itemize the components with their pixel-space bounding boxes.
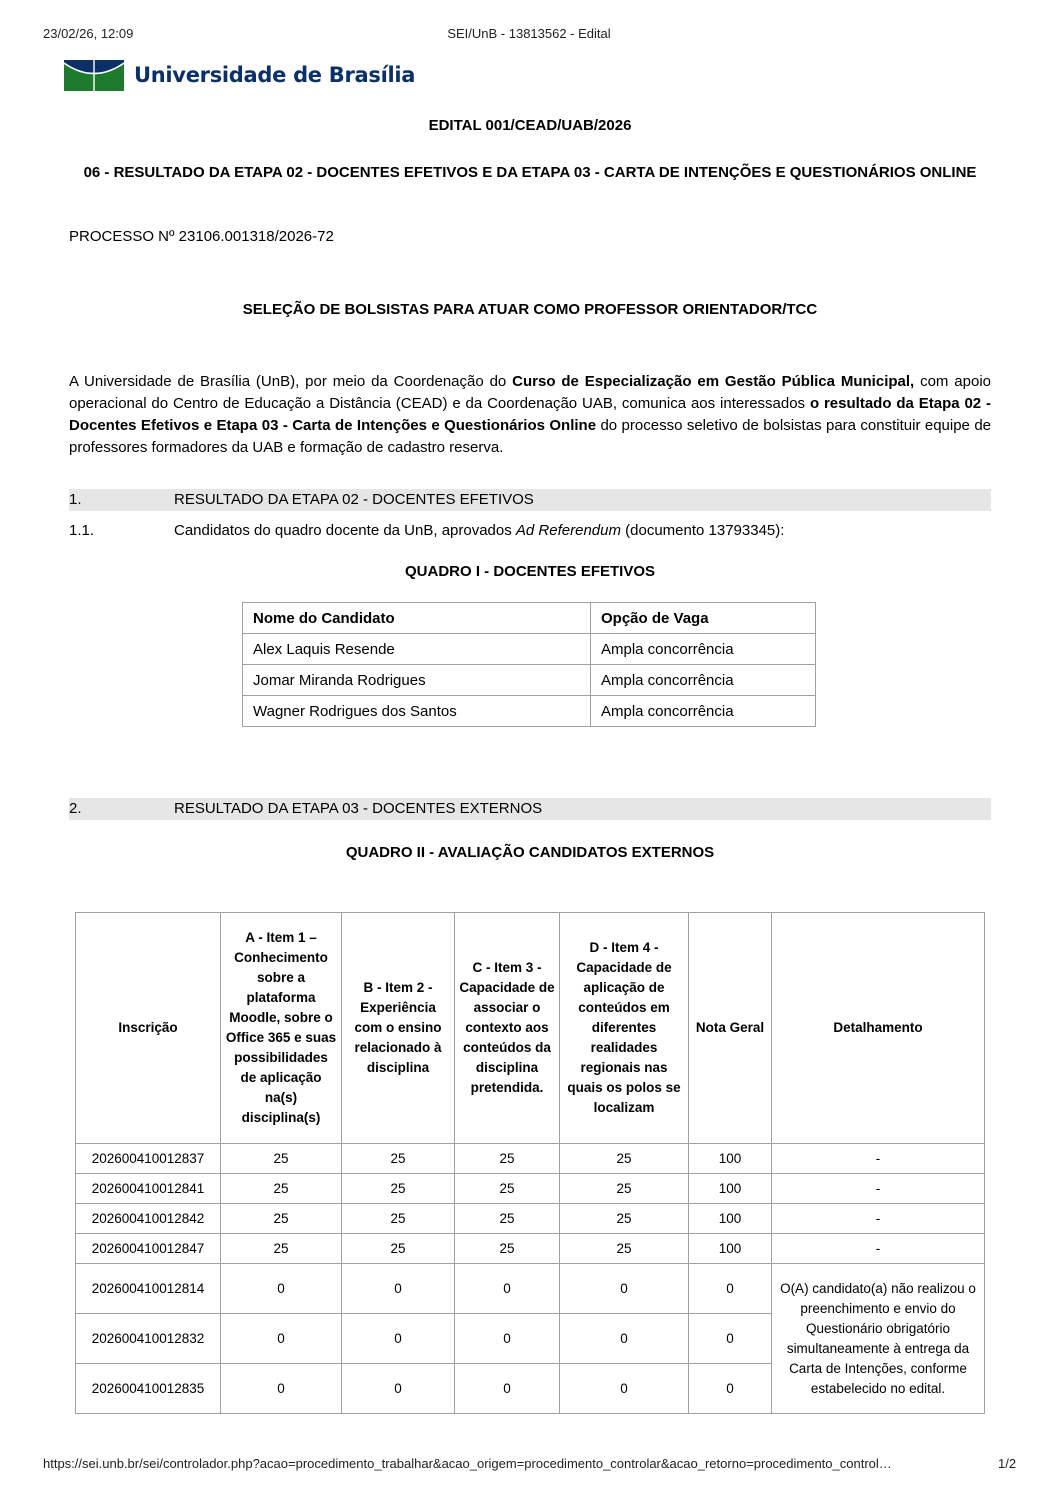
subsection-text-after: (documento 13793345):: [620, 522, 785, 539]
nota-geral: 0: [689, 1364, 772, 1414]
page-number: 1/2: [998, 1456, 1017, 1471]
detalhamento: -: [772, 1234, 985, 1264]
score-a: 25: [221, 1234, 342, 1264]
score-a: 0: [221, 1264, 342, 1314]
score-b: 0: [342, 1364, 455, 1414]
score-d: 0: [560, 1264, 689, 1314]
page-url: https://sei.unb.br/sei/controlador.php?acao=procedimento_trabalhar&acao_origem=procedimento_controlar&acao_retorno=procedimento_control…: [43, 1456, 892, 1471]
vaga-option: Ampla concorrência: [591, 696, 816, 727]
score-a: 25: [221, 1144, 342, 1174]
column-header-item-c: C - Item 3 - Capacidade de associar o contexto aos conteúdos da disciplina pretendida.: [455, 913, 560, 1144]
detalhamento: -: [772, 1204, 985, 1234]
intro-text-1: A Universidade de Brasília (UnB), por meio da Coordenação do: [69, 373, 513, 390]
score-c: 25: [455, 1234, 560, 1264]
detalhamento-merged: O(A) candidato(a) não realizou o preenchimento e envio do Questionário obrigatório simultaneamente à entrega da Carta de Intenções, conforme estabelecido no edital.: [772, 1264, 985, 1414]
section-1-heading: [69, 489, 991, 511]
subsection-number: 1.1.: [69, 522, 95, 539]
candidate-name: Alex Laquis Resende: [243, 634, 591, 665]
table-row: [76, 1204, 985, 1234]
print-title: SEI/UnB - 13813562 - Edital: [447, 26, 611, 41]
intro-paragraph: [69, 371, 991, 459]
section-number: 2.: [69, 800, 82, 817]
detalhamento: -: [772, 1144, 985, 1174]
score-c: 25: [455, 1204, 560, 1234]
score-b: 25: [342, 1174, 455, 1204]
intro-text-2: com apoio operacional do Centro de Educação a Distância (CEAD) e da Coordenação UAB, comunica aos interessados: [69, 373, 991, 412]
column-header-item-a: A - Item 1 – Conhecimento sobre a plataforma Moodle, sobre o Office 365 e suas possibilidades de aplicação na(s) disciplina(s): [221, 913, 342, 1144]
subsection-text-before: Candidatos do quadro docente da UnB, aprovados: [174, 522, 516, 539]
column-header-nota-geral: Nota Geral: [689, 913, 772, 1144]
score-c: 25: [455, 1144, 560, 1174]
score-d: 25: [560, 1204, 689, 1234]
subsection-text: [174, 520, 784, 542]
inscricao: 202600410012841: [76, 1174, 221, 1204]
quadro-2-table: [75, 912, 985, 1414]
table-row: [76, 1174, 985, 1204]
quadro-1-title: QUADRO I - DOCENTES EFETIVOS: [404, 563, 656, 580]
selecao-heading: SELEÇÃO DE BOLSISTAS PARA ATUAR COMO PROFESSOR ORIENTADOR/TCC: [242, 301, 818, 318]
column-header-item-b: B - Item 2 - Experiência com o ensino relacionado à disciplina: [342, 913, 455, 1144]
print-footer: [0, 1456, 1058, 1474]
inscricao: 202600410012832: [76, 1314, 221, 1364]
inscricao: 202600410012842: [76, 1204, 221, 1234]
inscricao: 202600410012847: [76, 1234, 221, 1264]
inscricao: 202600410012835: [76, 1364, 221, 1414]
nota-geral: 0: [689, 1314, 772, 1364]
edital-title: EDITAL 001/CEAD/UAB/2026: [428, 117, 632, 134]
print-datetime: 23/02/26, 12:09: [43, 26, 134, 41]
table-row: [243, 696, 816, 727]
nota-geral: 100: [689, 1144, 772, 1174]
table-row: [243, 634, 816, 665]
vaga-option: Ampla concorrência: [591, 634, 816, 665]
section-2-heading: [69, 798, 991, 820]
score-b: 0: [342, 1264, 455, 1314]
intro-bold-course: Curso de Especialização em Gestão Pública Municipal,: [512, 373, 915, 390]
score-c: 0: [455, 1264, 560, 1314]
candidate-name: Jomar Miranda Rodrigues: [243, 665, 591, 696]
score-b: 25: [342, 1204, 455, 1234]
unb-logo: [64, 59, 415, 91]
edital-subtitle: 06 - RESULTADO DA ETAPA 02 - DOCENTES EFETIVOS E DA ETAPA 03 - CARTA DE INTENÇÕES E QUESTIONÁRIOS ONLINE: [83, 164, 977, 181]
column-header: Nome do Candidato: [243, 603, 591, 634]
score-c: 0: [455, 1314, 560, 1364]
university-name: Universidade de Brasília: [134, 62, 416, 87]
score-a: 25: [221, 1174, 342, 1204]
intro-text-3: do processo seletivo de bolsistas para constituir equipe de professores formadores da UAB e formação de cadastro reserva.: [69, 417, 992, 456]
score-d: 25: [560, 1234, 689, 1264]
score-a: 0: [221, 1364, 342, 1414]
score-d: 25: [560, 1144, 689, 1174]
ad-referendum: Ad Referendum: [515, 522, 621, 539]
vaga-option: Ampla concorrência: [591, 665, 816, 696]
quadro-1-table: [242, 602, 816, 727]
nota-geral: 0: [689, 1264, 772, 1314]
section-number: 1.: [69, 491, 82, 508]
print-header: [0, 26, 1058, 44]
score-b: 25: [342, 1234, 455, 1264]
column-header-item-d: D - Item 4 - Capacidade de aplicação de conteúdos em diferentes realidades regionais nas quais os polos se localizam: [560, 913, 689, 1144]
score-d: 0: [560, 1364, 689, 1414]
nota-geral: 100: [689, 1234, 772, 1264]
table-header-row: [243, 603, 816, 634]
inscricao: 202600410012814: [76, 1264, 221, 1314]
table-row: [243, 665, 816, 696]
table-row: [76, 1264, 985, 1314]
detalhamento: -: [772, 1174, 985, 1204]
column-header-inscricao: Inscrição: [76, 913, 221, 1144]
table-header-row: [76, 913, 985, 1144]
nota-geral: 100: [689, 1174, 772, 1204]
section-title: RESULTADO DA ETAPA 03 - DOCENTES EXTERNOS: [174, 800, 543, 817]
score-d: 25: [560, 1174, 689, 1204]
score-a: 25: [221, 1204, 342, 1234]
score-b: 0: [342, 1314, 455, 1364]
score-b: 25: [342, 1144, 455, 1174]
unb-logo-icon: [64, 60, 124, 91]
processo-number: PROCESSO Nº 23106.001318/2026-72: [69, 228, 334, 245]
table-row: [76, 1234, 985, 1264]
score-c: 0: [455, 1364, 560, 1414]
column-header-detalhamento: Detalhamento: [772, 913, 985, 1144]
score-d: 0: [560, 1314, 689, 1364]
nota-geral: 100: [689, 1204, 772, 1234]
score-c: 25: [455, 1174, 560, 1204]
section-title: RESULTADO DA ETAPA 02 - DOCENTES EFETIVOS: [174, 491, 534, 508]
inscricao: 202600410012837: [76, 1144, 221, 1174]
score-a: 0: [221, 1314, 342, 1364]
table-row: [76, 1144, 985, 1174]
column-header: Opção de Vaga: [591, 603, 816, 634]
candidate-name: Wagner Rodrigues dos Santos: [243, 696, 591, 727]
intro-bold-result: o resultado da Etapa 02 - Docentes Efetivos e Etapa 03 - Carta de Intenções e Questionários Online: [69, 395, 991, 434]
quadro-2-title: QUADRO II - AVALIAÇÃO CANDIDATOS EXTERNOS: [345, 844, 715, 861]
